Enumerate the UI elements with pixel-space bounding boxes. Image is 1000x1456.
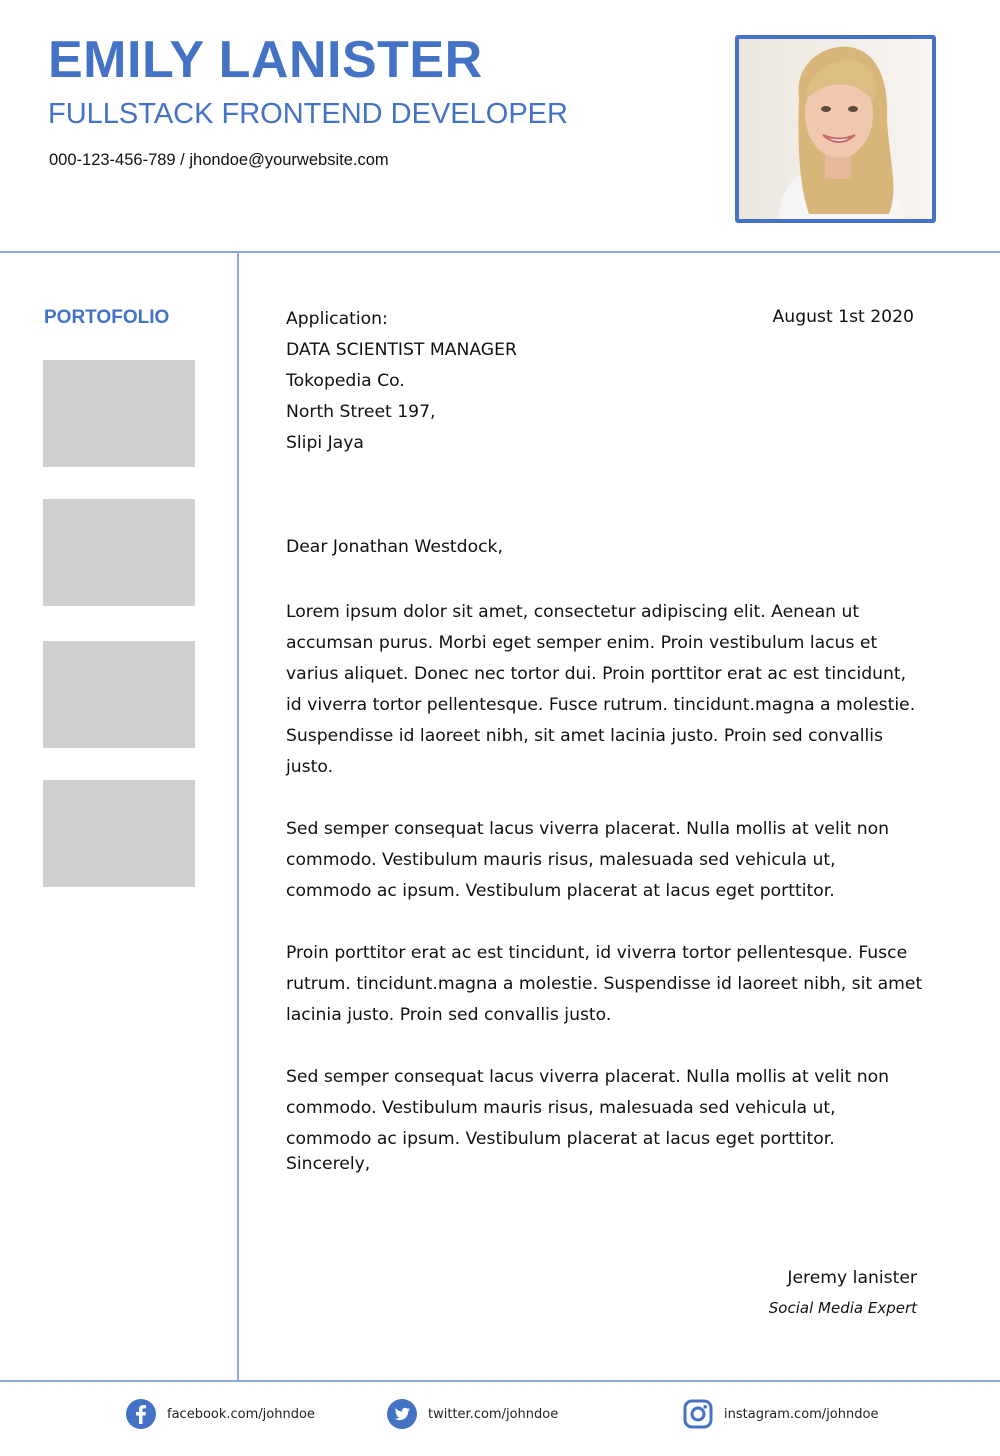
recipient-line: DATA SCIENTIST MANAGER — [286, 340, 517, 360]
portfolio-heading: PORTOFOLIO — [44, 307, 170, 328]
social-link-instagram[interactable] — [682, 1398, 878, 1430]
portfolio-thumbnail[interactable] — [43, 360, 195, 467]
social-link-twitter[interactable] — [386, 1398, 558, 1430]
social-label: instagram.com/johndoe — [724, 1406, 879, 1422]
portfolio-thumbnail[interactable] — [43, 780, 195, 887]
contact-info: 000-123-456-789 / jhondoe@yourwebsite.com — [49, 151, 389, 169]
applicant-name: EMILY LANISTER — [48, 31, 483, 89]
facebook-icon — [125, 1398, 157, 1430]
portfolio-thumbnail[interactable] — [43, 641, 195, 748]
letter-body — [286, 597, 926, 1186]
instagram-icon — [682, 1398, 714, 1430]
body-paragraph: Lorem ipsum dolor sit amet, consectetur adipiscing elit. Aenean ut accumsan purus. Morbi eget semper enim. Proin vestibulum lacus et varius aliquet. Donec nec tortor dui. Proin porttitor erat ac est tincidunt, id viverra tortor pellentesque. Fusce rutrum. tincidunt.magna a molestie. Suspendisse id laoreet nibh, sit amet lacinia justo. Proin sed convallis justo. — [286, 602, 916, 777]
social-label: facebook.com/johndoe — [167, 1406, 315, 1422]
letter-date: August 1st 2020 — [772, 307, 914, 327]
body-paragraph: Sed semper consequat lacus viverra placerat. Nulla mollis at velit non commodo. Vestibulum mauris risus, malesuada sed vehicula ut, commodo ac ipsum. Vestibulum placerat at lacus eget porttitor. — [286, 819, 889, 901]
signature-role: Social Media Expert — [768, 1299, 917, 1317]
recipient-block — [286, 304, 517, 459]
social-label: twitter.com/johndoe — [428, 1406, 559, 1422]
sidebar-divider — [237, 251, 239, 1381]
profile-photo — [735, 35, 936, 223]
recipient-line: North Street 197, — [286, 402, 436, 422]
body-paragraph: Sed semper consequat lacus viverra placerat. Nulla mollis at velit non commodo. Vestibulum mauris risus, malesuada sed vehicula ut, commodo ac ipsum. Vestibulum placerat at lacus eget porttitor. — [286, 1067, 889, 1149]
social-link-facebook[interactable] — [125, 1398, 315, 1430]
body-paragraph: Proin porttitor erat ac est tincidunt, id viverra tortor pellentesque. Fusce rutrum. tincidunt.magna a molestie. Suspendisse id laoreet nibh, sit amet lacinia justo. Proin sed convallis justo. — [286, 943, 923, 1025]
recipient-line: Tokopedia Co. — [286, 371, 405, 391]
salutation: Dear Jonathan Westdock, — [286, 537, 503, 557]
footer-divider — [0, 1380, 1000, 1382]
signature-name: Jeremy lanister — [787, 1268, 917, 1288]
twitter-icon — [386, 1398, 418, 1430]
recipient-line: Application: — [286, 309, 388, 329]
portfolio-thumbnail[interactable] — [43, 499, 195, 606]
applicant-job-title: FULLSTACK FRONTEND DEVELOPER — [48, 98, 568, 130]
closing: Sincerely, — [286, 1154, 371, 1174]
recipient-line: Slipi Jaya — [286, 433, 364, 453]
header-divider — [0, 251, 1000, 253]
